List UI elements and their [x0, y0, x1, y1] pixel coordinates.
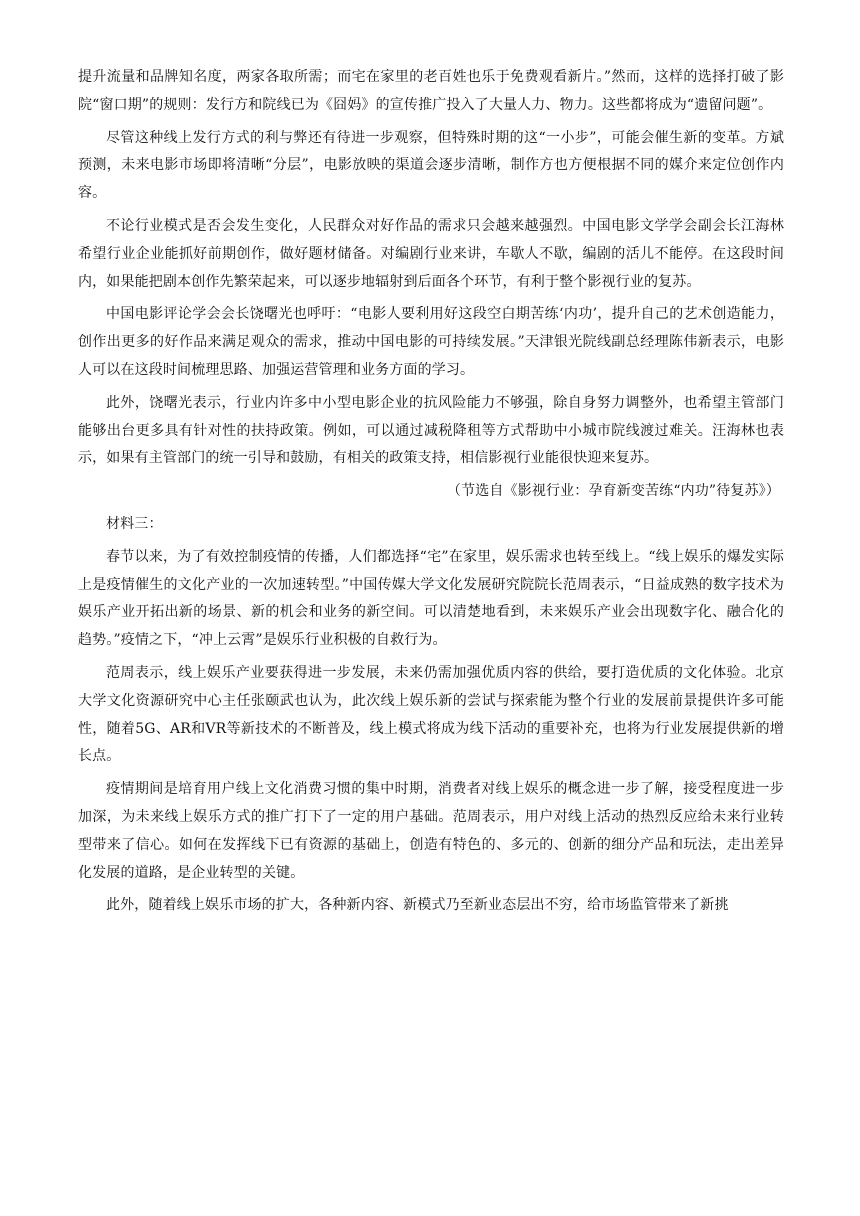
source-citation: （节选自《影视行业：孕育新变苦练“内功”待复苏》）	[446, 483, 780, 500]
paragraph: 范周表示，线上娱乐产业要获得进一步发展，未来仍需加强优质内容的供给，要打造优质的文化体验。北京大学文化资源研究中心主任张颐武也认为，此次线上娱乐新的尝试与探索能为整个行业的发展前景提供许多可能性，随着5G、AR和VR等新技术的不断普及，线上模式将成为线下活动的重要补充，也将为行业发展提供新的增长点。	[78, 664, 784, 765]
document-body	[78, 64, 784, 925]
paragraph: 春节以来，为了有效控制疫情的传播，人们都选择“宅”在家里，娱乐需求也转至线上。“线上娱乐的爆发实际上是疫情催生的文化产业的一次加速转型。”中国传媒大学文化发展研究院院长范周表示，“日益成熟的数字技术为娱乐产业开拓出新的场景、新的机会和业务的新空间。可以清楚地看到，未来娱乐产业会出现数字化、融合化的趋势。”疫情之下，“冲上云霄”是娱乐行业积极的自救行为。	[78, 548, 784, 649]
paragraph: 不论行业模式是否会发生变化，人民群众对好作品的需求只会越来越强烈。中国电影文学学会副会长江海林希望行业企业能抓好前期创作，做好题材储备。对编剧行业来讲，车歇人不歇，编剧的活儿不能停。在这段时间内，如果能把剧本创作先繁荣起来，可以逐步地辐射到后面各个环节，有利于整个影视行业的复苏。	[78, 217, 784, 290]
paragraph: 疫情期间是培育用户线上文化消费习惯的集中时期，消费者对线上娱乐的概念进一步了解，接受程度进一步加深，为未来线上娱乐方式的推广打下了一定的用户基础。范周表示，用户对线上活动的热烈反应给未来行业转型带来了信心。如何在发挥线下已有资源的基础上，创造有特色的、多元的、创新的细分产品和玩法，走出差异化发展的道路，是企业转型的关键。	[78, 781, 784, 881]
paragraph: 此外，饶曙光表示，行业内许多中小型电影企业的抗风险能力不够强，除自身努力调整外，也希望主管部门能够出台更多具有针对性的扶持政策。例如，可以通过减税降租等方式帮助中小城市院线渡过难关。汪海林也表示，如果有主管部门的统一引导和鼓励，有相关的政策支持，相信影视行业能很快迎来复苏。	[78, 394, 784, 467]
paragraph: 尽管这种线上发行方式的利与弊还有待进一步观察，但特殊时期的这“一小步”，可能会催生新的变革。方斌预测，未来电影市场即将清晰“分层”，电影放映的渠道会逐步清晰，制作方也方便根据不同的媒介来定位创作内容。	[78, 129, 784, 202]
paragraph: 中国电影评论学会会长饶曙光也呼吁：“电影人要利用好这段空白期苦练‘内功’，提升自己的艺术创造能力，创作出更多的好作品来满足观众的需求，推动中国电影的可持续发展。”天津银光院线副总经理陈伟新表示，电影人可以在这段时间梳理思路、加强运营管理和业务方面的学习。	[78, 306, 784, 378]
paragraph: 此外，随着线上娱乐市场的扩大，各种新内容、新模式乃至新业态层出不穷，给市场监管带来了新挑	[106, 897, 729, 914]
paragraph: 提升流量和品牌知名度，两家各取所需；而宅在家里的老百姓也乐于免费观看新片。”然而，这样的选择打破了影院“窗口期”的规则：发行方和院线已为《囧妈》的宣传推广投入了大量人力、物力。这些都将成为“遗留问题”。	[78, 69, 784, 113]
material-heading: 材料三：	[106, 515, 163, 532]
